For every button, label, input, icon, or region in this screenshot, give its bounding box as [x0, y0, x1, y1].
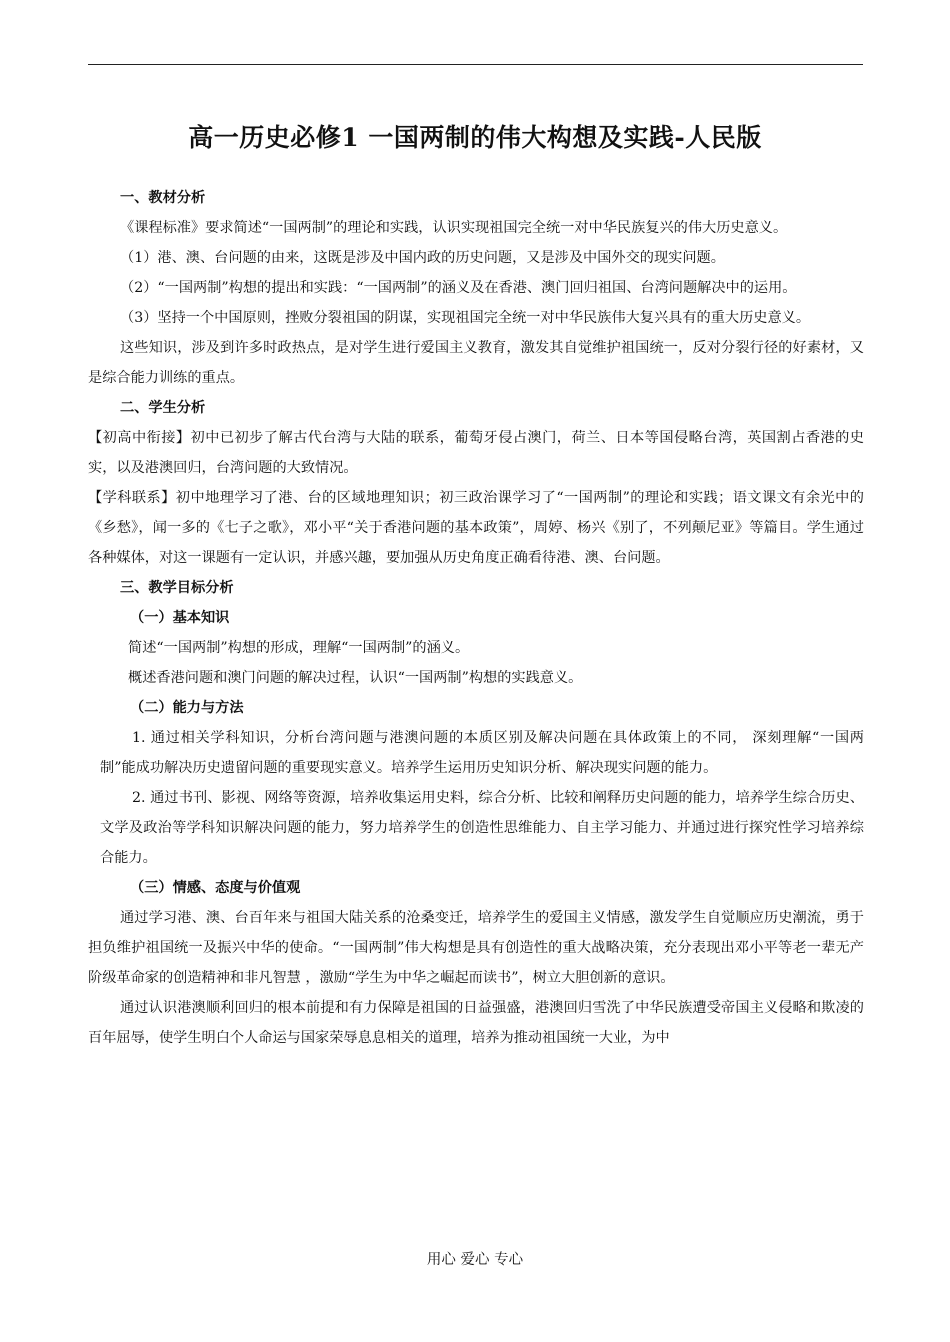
goal-line-2: 概述香港问题和澳门问题的解决过程，认识“一国两制”构想的实践意义。: [128, 670, 583, 686]
subsection-heading-emotion-values: （三）情感、态度与价值观: [130, 880, 301, 896]
paragraph-knowledge-significance: 这些知识，涉及到许多时政热点，是对学生进行爱国主义教育，激发其自觉维护祖国统一，反对分裂行径的好素材，又是综合能力训练的重点。: [88, 340, 864, 386]
document-body: [88, 183, 864, 1053]
list-item-1: （1）港、澳、台问题的由来，这既是涉及中国内政的历史问题，又是涉及中国外交的现实问题。: [120, 250, 725, 266]
values-paragraph-1: 通过学习港、澳、台百年来与祖国大陆关系的沧桑变迁，培养学生的爱国主义情感，激发学生自觉顺应历史潮流，勇于担负维护祖国统一及振兴中华的使命。“一国两制”伟大构想是具有创造性的重大战略决策，充分表现出邓小平等老一辈无产阶级革命家的创造精神和非凡智慧 ，激励“学生为中华之崛起而读书”，树立大胆创新的意识。: [88, 910, 864, 986]
list-item-3: （3）坚持一个中国原则，挫败分裂祖国的阴谋，实现祖国完全统一对中华民族伟大复兴具有的重大历史意义。: [120, 310, 811, 326]
subsection-heading-ability-method: （二）能力与方法: [130, 700, 244, 716]
section-heading-teaching-material: 一、教材分析: [120, 190, 206, 206]
paragraph-junior-senior-link: 【初高中衔接】初中已初步了解古代台湾与大陆的联系，葡萄牙侵占澳门，荷兰、日本等国侵略台湾，英国割占香港的史实，以及港澳回归，台湾问题的大致情况。: [88, 430, 864, 476]
subsection-heading-basic-knowledge: （一）基本知识: [130, 610, 230, 626]
goal-line-1: 简述“一国两制”构想的形成，理解“一国两制”的涵义。: [128, 640, 470, 656]
list-item-2: （2）“一国两制”构想的提出和实践：“一国两制”的涵义及在香港、澳门回归祖国、台湾问题解决中的运用。: [120, 280, 797, 296]
section-heading-student-analysis: 二、学生分析: [120, 400, 206, 416]
page-title: 高一历史必修1 一国两制的伟大构想及实践-人民版: [188, 123, 762, 152]
page-footer: 用心 爱心 专心: [426, 1252, 524, 1268]
values-paragraph-2: 通过认识港澳顺利回归的根本前提和有力保障是祖国的日益强盛，港澳回归雪洗了中华民族遭受帝国主义侵略和欺凌的百年屈辱，使学生明白个人命运与国家荣辱息息相关的道理，培养为推动祖国统一大业，为中: [88, 1000, 864, 1046]
header-rule: [88, 64, 863, 65]
section-heading-teaching-goals: 三、教学目标分析: [120, 580, 234, 596]
paragraph-subject-link: 【学科联系】初中地理学习了港、台的区域地理知识；初三政治课学习了“一国两制”的理论和实践；语文课文有余光中的《乡愁》，闻一多的《七子之歌》，邓小平“关于香港问题的基本政策”，周婷、杨兴《别了，不列颠尼亚》等篇目。学生通过各种媒体，对这一课题有一定认识，并感兴趣，要加强从历史角度正确看待港、澳、台问题。: [88, 490, 864, 566]
paragraph-curriculum-standard: 《课程标准》要求简述“一国两制”的理论和实践，认识实现祖国完全统一对中华民族复兴的伟大历史意义。: [120, 220, 788, 236]
ability-paragraph-2: 2. 通过书刊、影视、网络等资源，培养收集运用史料，综合分析、比较和阐释历史问题的能力，培养学生综合历史、文学及政治等学科知识解决问题的能力，努力培养学生的创造性思维能力、自主学习能力、并通过进行探究性学习培养综合能力。: [100, 790, 864, 866]
ability-paragraph-1: 1. 通过相关学科知识，分析台湾问题与港澳问题的本质区别及解决问题在具体政策上的不同， 深刻理解“一国两制”能成功解决历史遗留问题的重要现实意义。培养学生运用历史知识分析、解决现实问题的能力。: [100, 730, 864, 776]
